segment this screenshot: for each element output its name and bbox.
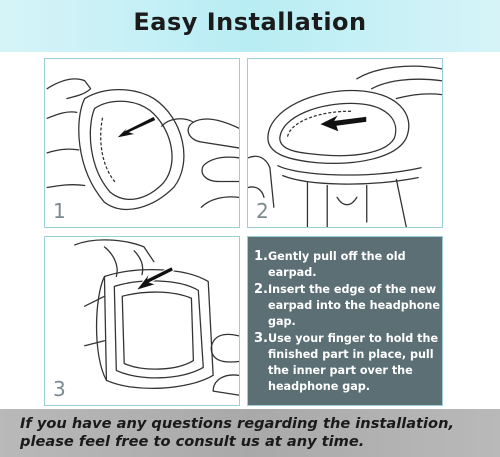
step-3-panel (44, 236, 240, 406)
instructions-panel (247, 236, 443, 406)
step-1-panel (44, 58, 240, 228)
footer-banner (0, 409, 500, 457)
step-number: 2 (256, 199, 269, 223)
contact-line-1: If you have any questions regarding the installation, (20, 415, 455, 432)
instruction-item (254, 282, 440, 330)
step-2-panel (247, 58, 443, 228)
title-banner (0, 0, 500, 52)
instruction-list (254, 249, 440, 396)
step-number: 1 (53, 199, 66, 223)
page-title: Easy Installation (133, 8, 367, 36)
arrow-icon (116, 116, 156, 138)
instruction-text: Gently pull off the old earpad. (267, 250, 406, 279)
instruction-item (254, 249, 440, 281)
instruction-number: 3. (254, 331, 268, 346)
step-3-illustration (45, 237, 239, 405)
contact-line-2: please feel free to consult us at any time. (20, 433, 365, 450)
instruction-number: 1. (254, 249, 268, 264)
instruction-number: 2. (254, 282, 268, 297)
arrow-icon (319, 114, 366, 132)
step-2-illustration (248, 59, 442, 227)
step-1-illustration (45, 59, 239, 227)
instruction-text: Insert the edge of the new earpad into the headphone gap. (267, 283, 440, 328)
instruction-text: Use your finger to hold the finished part in place, pull the inner part over the headphone gap. (267, 332, 439, 393)
instruction-item (254, 331, 440, 395)
contact-message (20, 415, 490, 451)
step-number: 3 (53, 377, 66, 401)
